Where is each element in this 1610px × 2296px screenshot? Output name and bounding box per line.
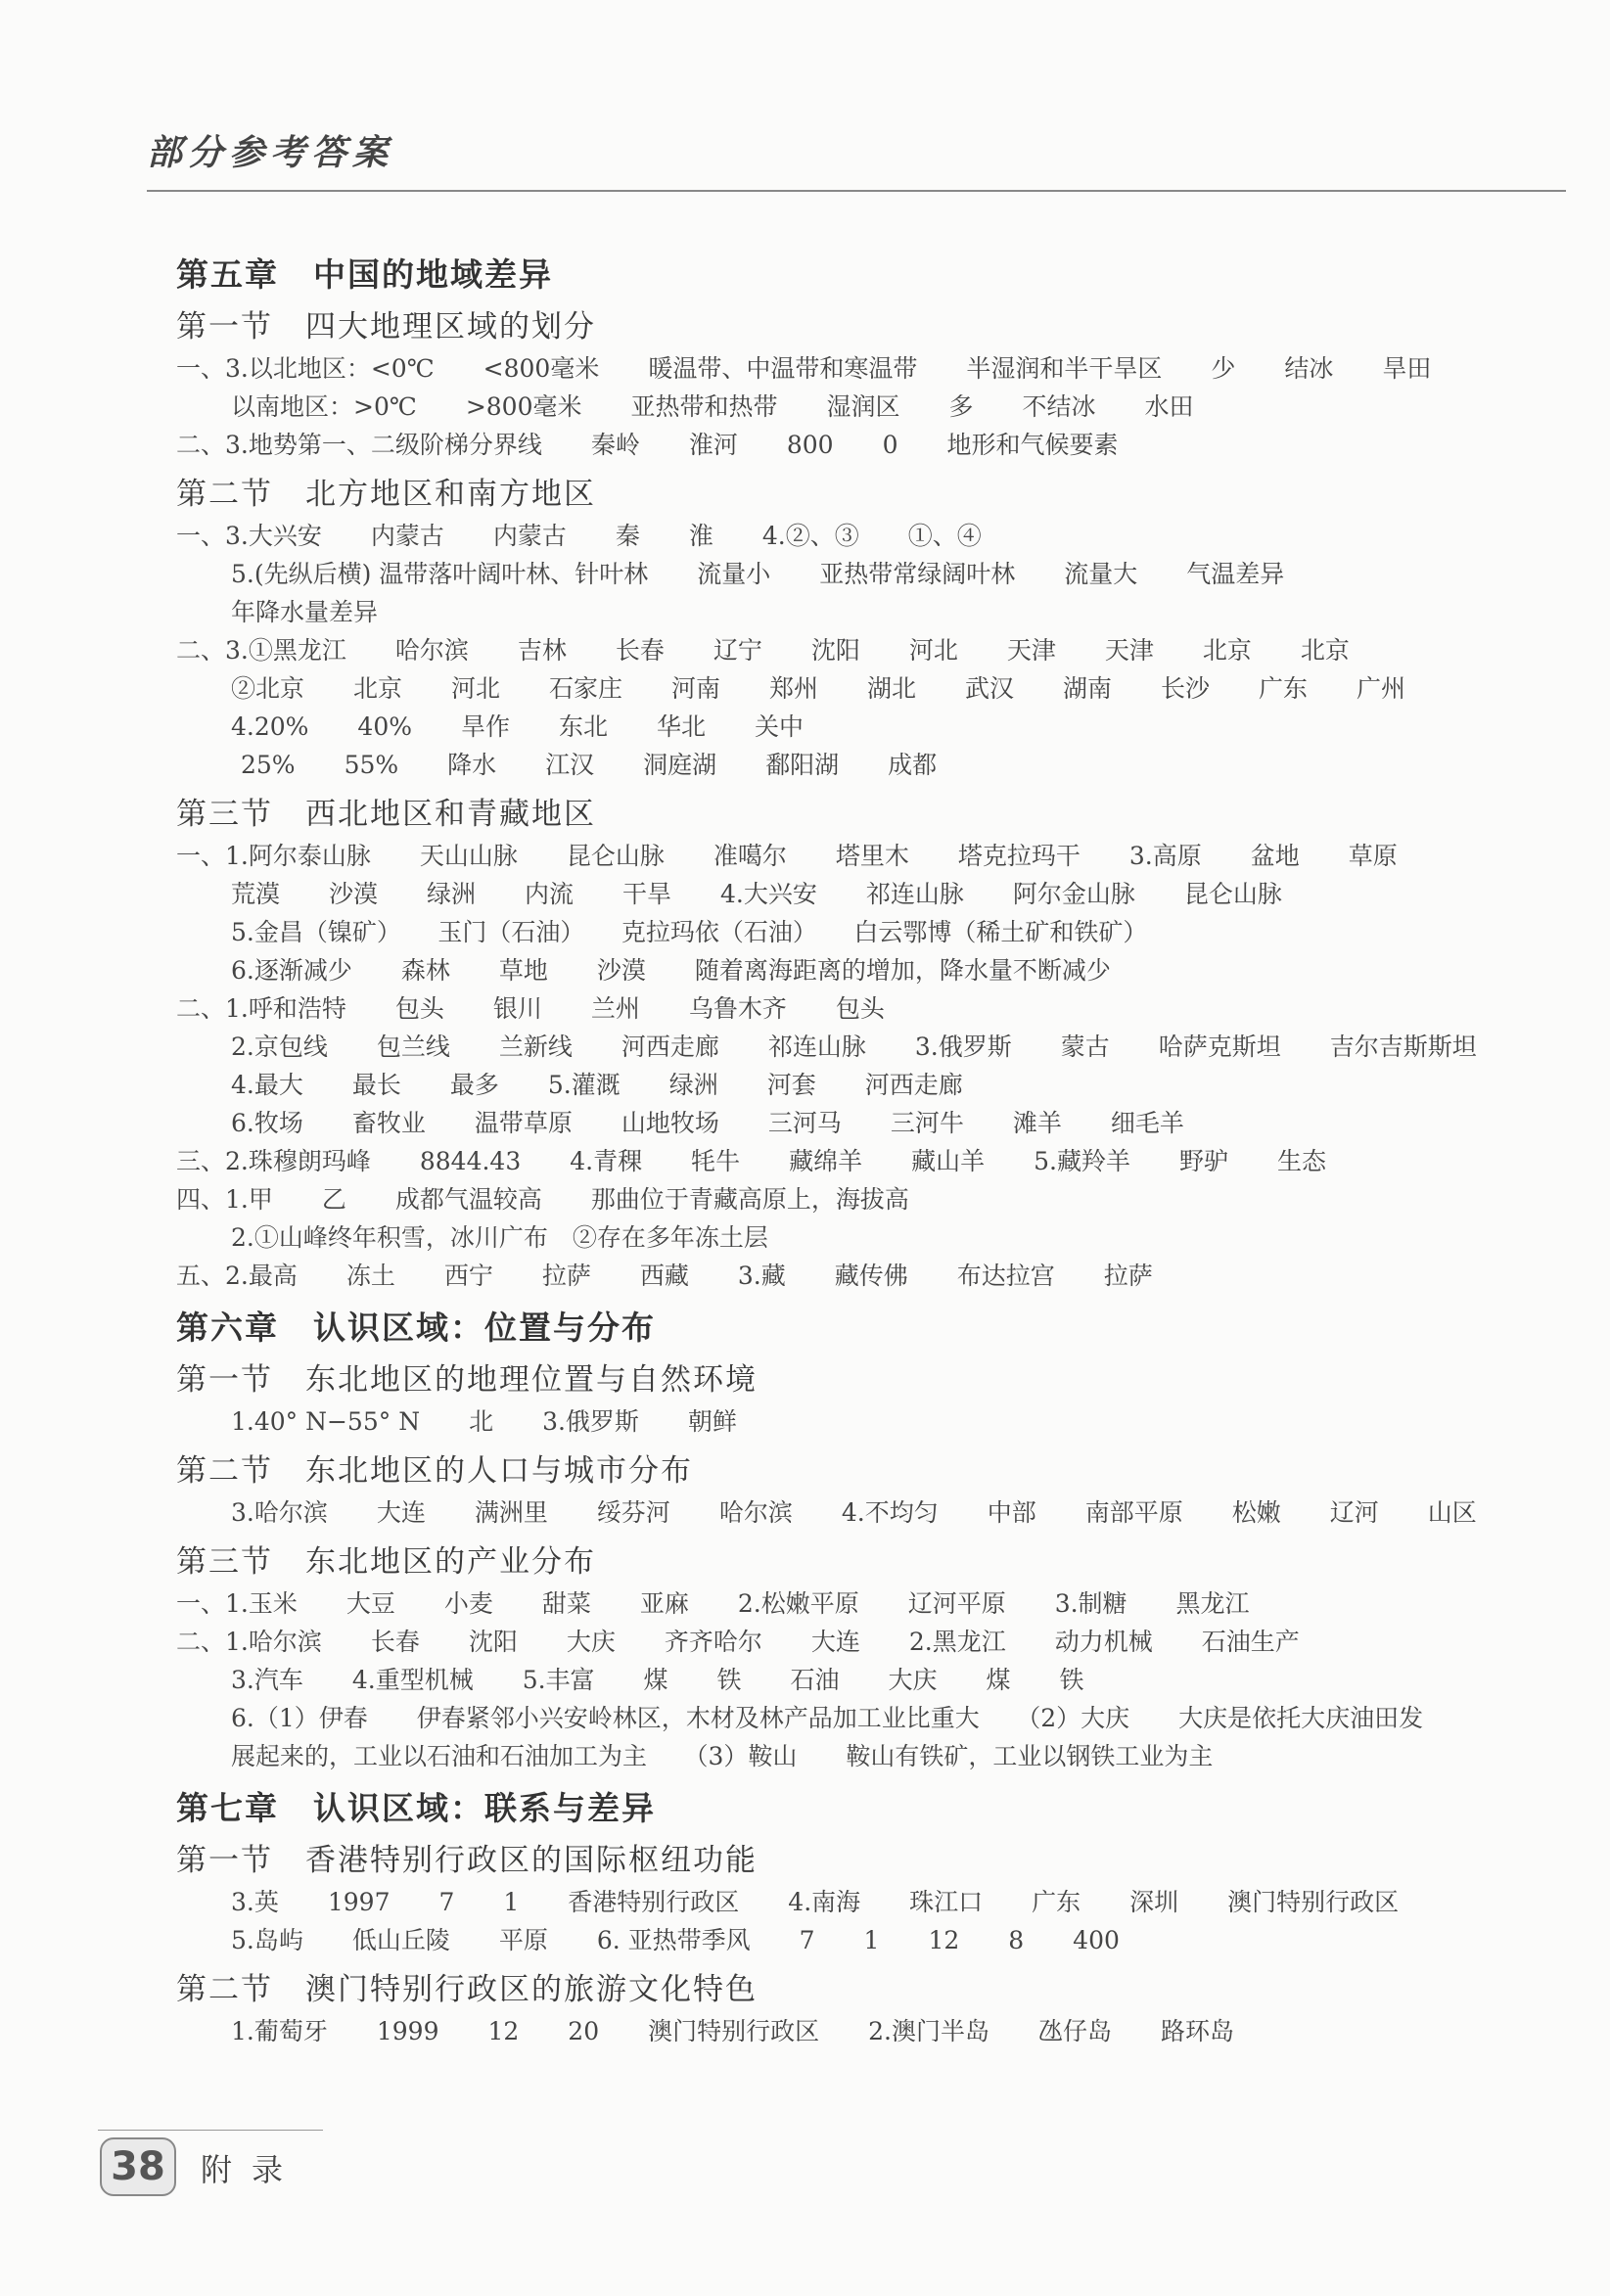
answer-line: 1.葡萄牙 1999 12 20 澳门特别行政区 2.澳门半岛 氹仔岛 路环岛 <box>231 2017 1234 2045</box>
chapter-title: 第五章 中国的地域差异 <box>176 255 553 294</box>
answer-line: 二、3.①黑龙江 哈尔滨 吉林 长春 辽宁 沈阳 河北 天津 天津 北京 北京 <box>176 636 1350 665</box>
answer-line: 一、1.玉米 大豆 小麦 甜菜 亚麻 2.松嫩平原 辽河平原 3.制糖 黑龙江 <box>176 1589 1250 1618</box>
header-rule <box>147 190 1566 192</box>
answer-line: 年降水量差异 <box>231 598 379 626</box>
answer-line: ②北京 北京 河北 石家庄 河南 郑州 湖北 武汉 湖南 长沙 广东 广州 <box>231 674 1406 703</box>
section-gap <box>147 1532 1537 1539</box>
answer-line: 以南地区：>0℃ >800毫米 亚热带和热带 湿润区 多 不结冰 水田 <box>231 392 1194 421</box>
answer-line: 6.逐渐减少 森林 草地 沙漠 随着离海距离的增加，降水量不断减少 <box>231 956 1111 985</box>
section-title: 第一节 四大地理区域的划分 <box>176 309 596 344</box>
section-title: 第二节 澳门特别行政区的旅游文化特色 <box>176 1972 758 2007</box>
section-title: 第二节 北方地区和南方地区 <box>176 477 596 512</box>
section-title: 第一节 东北地区的地理位置与自然环境 <box>176 1362 758 1398</box>
section-title: 第三节 东北地区的产业分布 <box>176 1544 596 1580</box>
answer-line: 25% 55% 降水 江汉 洞庭湖 鄱阳湖 成都 <box>241 751 938 779</box>
answer-line: 三、2.珠穆朗玛峰 8844.43 4.青稞 牦牛 藏绵羊 藏山羊 5.藏羚羊 野驴 生态 <box>176 1147 1326 1175</box>
section-gap <box>147 1775 1537 1783</box>
page-header-title: 部分参考答案 <box>147 133 394 173</box>
chapter-title: 第七章 认识区域：联系与差异 <box>176 1789 656 1827</box>
answer-line: 1.40° N−55° N 北 3.俄罗斯 朝鲜 <box>231 1407 737 1436</box>
answer-line: 五、2.最高 冻土 西宁 拉萨 西藏 3.藏 藏传佛 布达拉宫 拉萨 <box>176 1262 1153 1290</box>
answer-line: 4.20% 40% 旱作 东北 华北 关中 <box>231 712 804 741</box>
answer-line: 一、3.以北地区：<0℃ <800毫米 暖温带、中温带和寒温带 半湿润和半干旱区 少 结冰 旱田 <box>176 354 1432 383</box>
answer-line: 四、1.甲 乙 成都气温较高 那曲位于青藏高原上，海拔高 <box>176 1185 909 1214</box>
answer-line: 5.金昌（镍矿） 玉门（石油） 克拉玛依（石油） 白云鄂博（稀土矿和铁矿） <box>231 918 1148 946</box>
answer-line: 一、3.大兴安 内蒙古 内蒙古 秦 淮 4.②、③ ①、④ <box>176 522 982 550</box>
answer-line: 3.汽车 4.重型机械 5.丰富 煤 铁 石油 大庆 煤 铁 <box>231 1666 1084 1694</box>
answer-content <box>147 250 1537 2058</box>
section-gap <box>147 1959 1537 1967</box>
answer-line: 二、1.哈尔滨 长春 沈阳 大庆 齐齐哈尔 大连 2.黑龙江 动力机械 石油生产 <box>176 1628 1300 1656</box>
answer-line: 2.①山峰终年积雪，冰川广布 ②存在多年冻土层 <box>231 1223 768 1252</box>
section-title: 第一节 香港特别行政区的国际枢纽功能 <box>176 1843 758 1878</box>
section-gap <box>147 464 1537 472</box>
answer-line: 一、1.阿尔泰山脉 天山山脉 昆仑山脉 准噶尔 塔里木 塔克拉玛干 3.高原 盆地 草原 <box>176 842 1398 870</box>
answer-line: 二、3.地势第一、二级阶梯分界线 秦岭 淮河 800 0 地形和气候要素 <box>176 431 1119 459</box>
footer-label: 附录 <box>201 2151 303 2188</box>
answer-line: 2.京包线 包兰线 兰新线 河西走廊 祁连山脉 3.俄罗斯 蒙古 哈萨克斯坦 吉尔吉斯斯坦 <box>231 1033 1477 1061</box>
section-title: 第二节 东北地区的人口与城市分布 <box>176 1453 693 1489</box>
footer-rule <box>98 2130 323 2131</box>
answer-line: 展起来的，工业以石油和石油加工为主 （3）鞍山 鞍山有铁矿，工业以钢铁工业为主 <box>231 1742 1214 1770</box>
section-title: 第三节 西北地区和青藏地区 <box>176 797 596 832</box>
answer-line: 6.牧场 畜牧业 温带草原 山地牧场 三河马 三河牛 滩羊 细毛羊 <box>231 1109 1184 1137</box>
section-gap <box>147 1295 1537 1303</box>
chapter-title: 第六章 认识区域：位置与分布 <box>176 1309 656 1347</box>
section-gap <box>147 1441 1537 1448</box>
section-gap <box>147 784 1537 792</box>
answer-line: 3.哈尔滨 大连 满洲里 绥芬河 哈尔滨 4.不均匀 中部 南部平原 松嫩 辽河 山区 <box>231 1498 1477 1527</box>
answer-line: 3.英 1997 7 1 香港特别行政区 4.南海 珠江口 广东 深圳 澳门特别行政区 <box>231 1888 1400 1916</box>
section-gap <box>147 2050 1537 2058</box>
answer-line: 荒漠 沙漠 绿洲 内流 干旱 4.大兴安 祁连山脉 阿尔金山脉 昆仑山脉 <box>231 880 1282 908</box>
page-number-badge: 38 <box>100 2137 176 2196</box>
answer-line: 6.（1）伊春 伊春紧邻小兴安岭林区，木材及林产品加工业比重大 （2）大庆 大庆是依托大庆油田发 <box>231 1704 1424 1732</box>
answer-line: 4.最大 最长 最多 5.灌溉 绿洲 河套 河西走廊 <box>231 1071 963 1099</box>
answer-line: 二、1.呼和浩特 包头 银川 兰州 乌鲁木齐 包头 <box>176 994 885 1023</box>
answer-line: 5.岛屿 低山丘陵 平原 6. 亚热带季风 7 1 12 8 400 <box>231 1926 1120 1954</box>
answer-line: 5.(先纵后横) 温带落叶阔叶林、针叶林 流量小 亚热带常绿阔叶林 流量大 气温差异 <box>231 560 1285 588</box>
